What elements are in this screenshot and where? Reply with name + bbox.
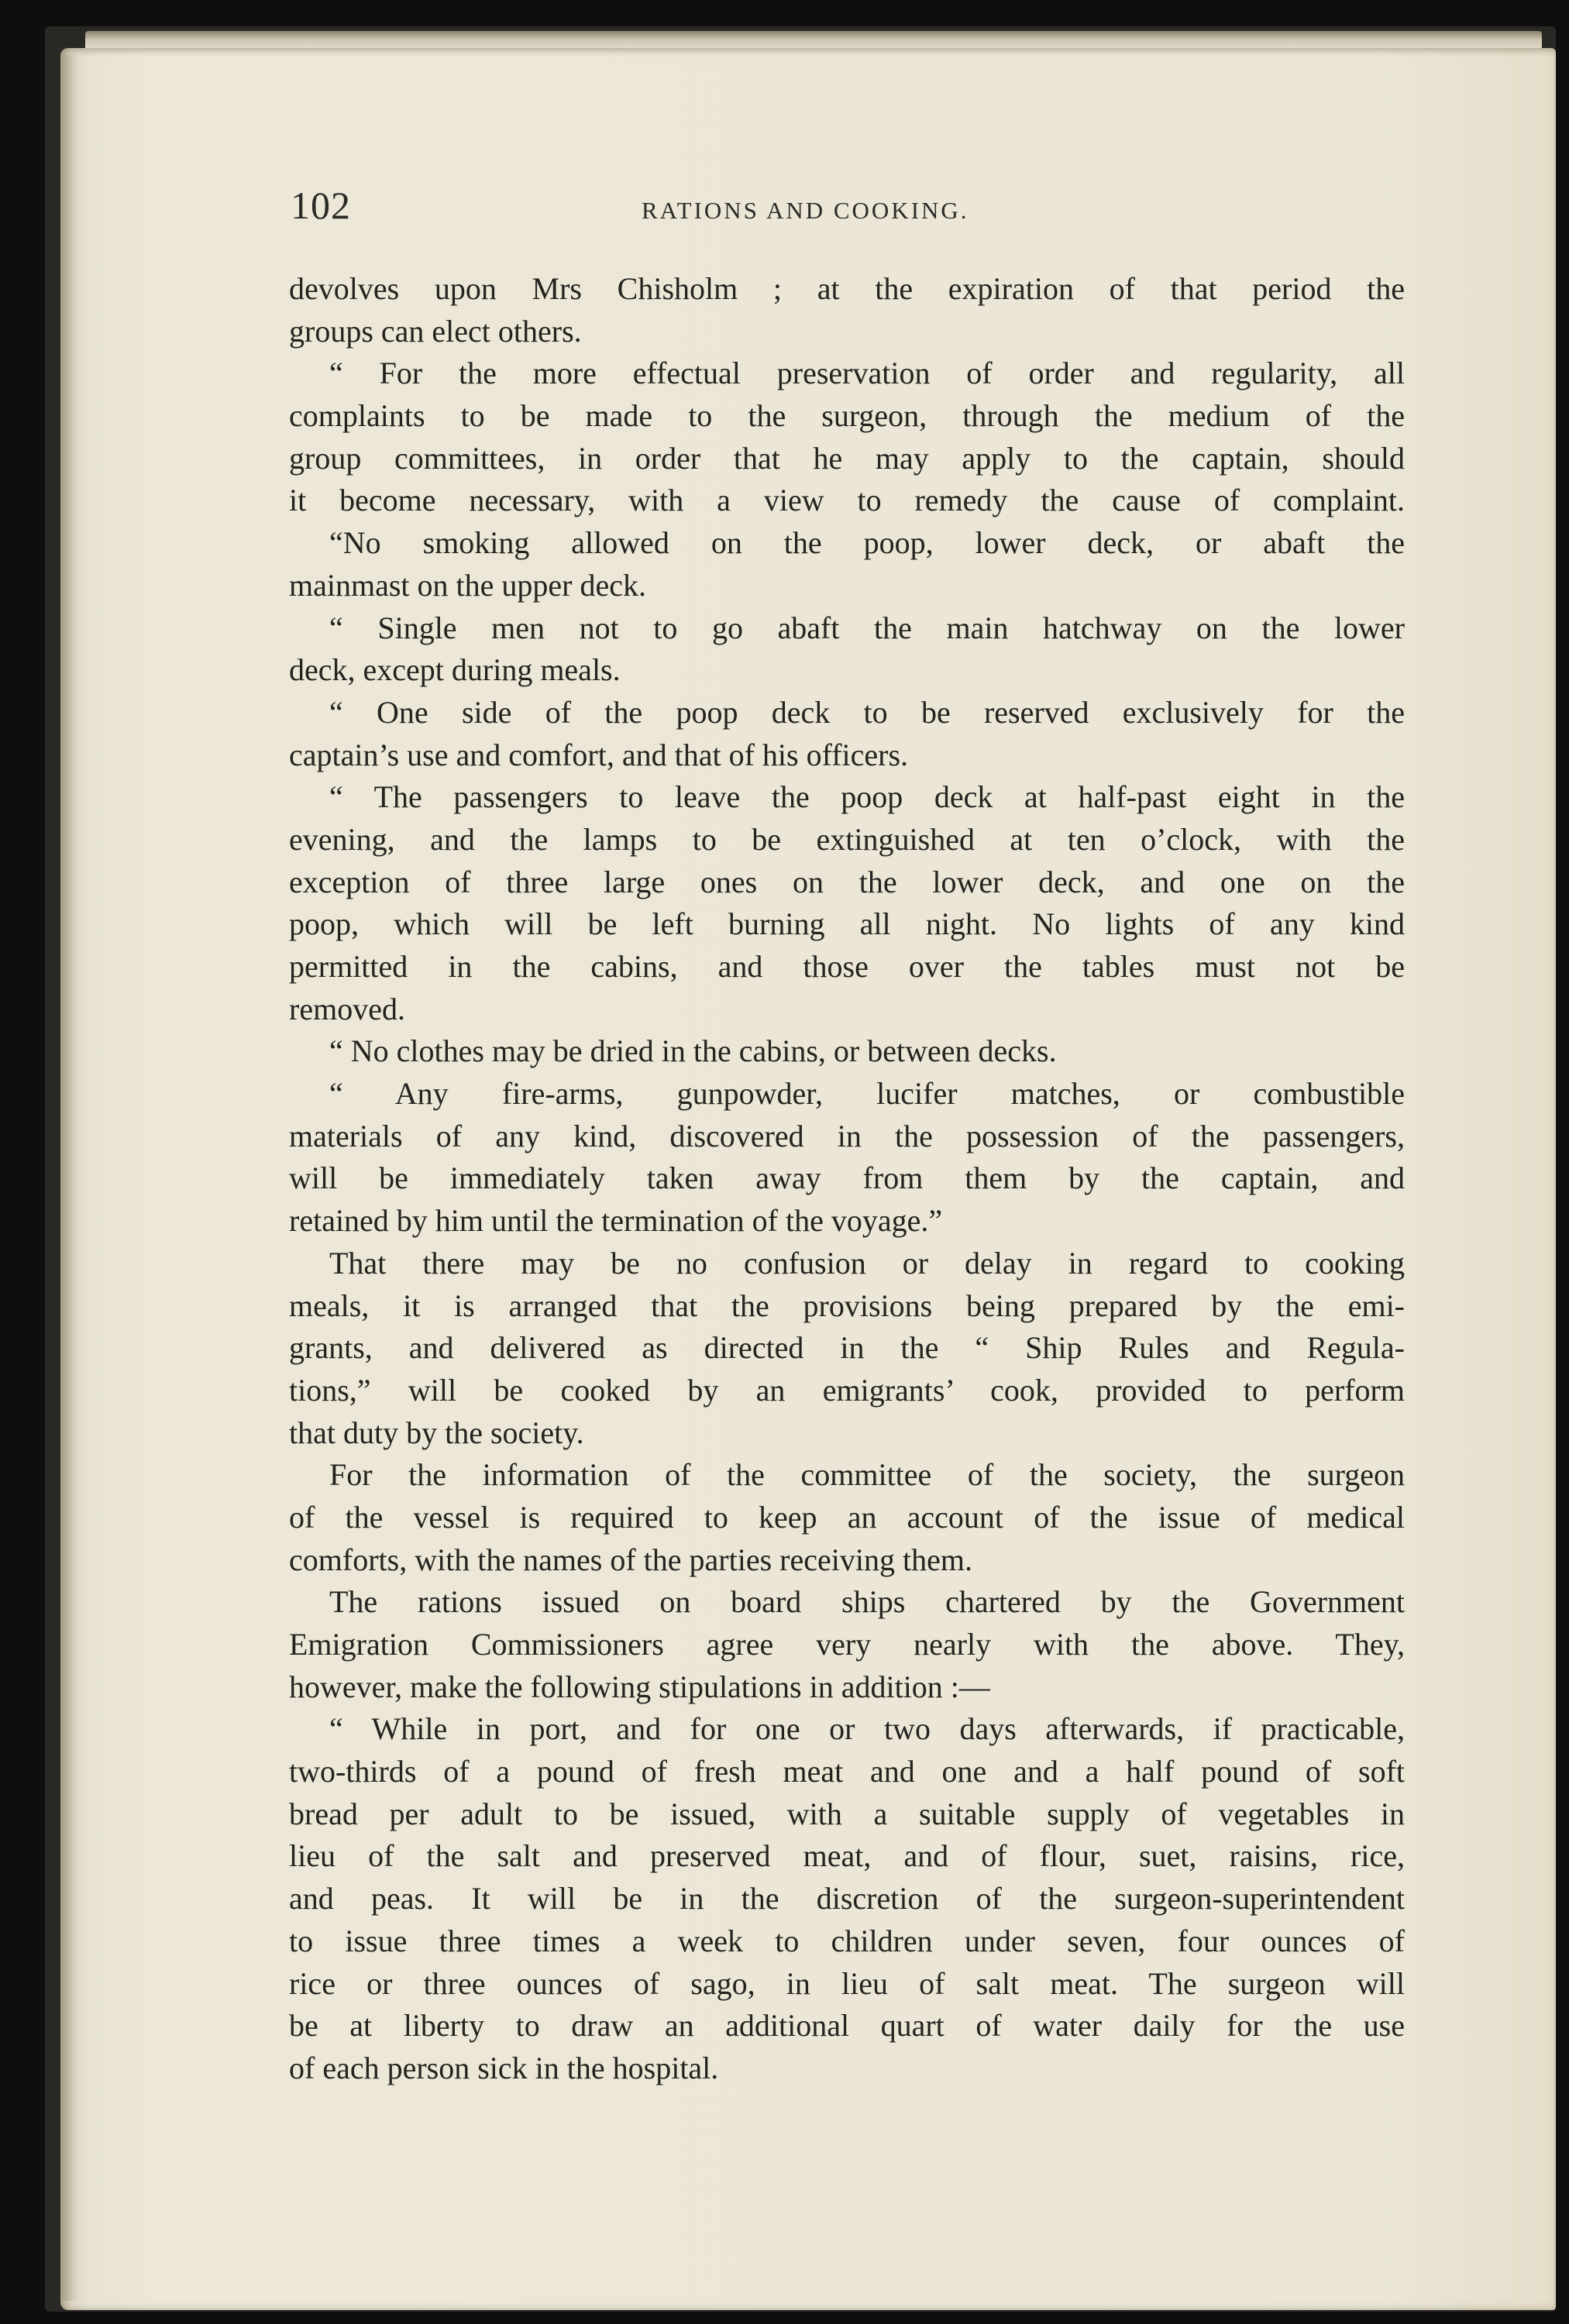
text-line: grants, and delivered as directed in the “ Ship Rules and Regula- xyxy=(289,1330,1405,1366)
text-line: devolves upon Mrs Chisholm ; at the expiration of that period the xyxy=(289,271,1405,306)
text-line: Emigration Commissioners agree very nearly with the above. They, xyxy=(289,1627,1405,1662)
body-text xyxy=(289,268,1405,2090)
text-line: two-thirds of a pound of fresh meat and one and a half pound of soft xyxy=(289,1754,1405,1789)
text-line: “ For the more effectual preservation of order and regularity, all xyxy=(329,356,1405,391)
text-line: “ Any fire-arms, gunpowder, lucifer matches, or combustible xyxy=(329,1076,1405,1112)
text-line: however, make the following stipulations in addition :— xyxy=(289,1669,990,1704)
text-line: lieu of the salt and preserved meat, and of flour, suet, raisins, rice, xyxy=(289,1838,1405,1874)
text-line: That there may be no confusion or delay in regard to cooking xyxy=(329,1245,1405,1281)
text-line: captain’s use and comfort, and that of his officers. xyxy=(289,737,909,772)
text-line: The rations issued on board ships chartered by the Government xyxy=(329,1584,1405,1620)
text-line: of each person sick in the hospital. xyxy=(289,2050,719,2085)
text-line: retained by him until the termination of the voyage.” xyxy=(289,1203,943,1239)
text-line: complaints to be made to the surgeon, through the medium of the xyxy=(289,398,1405,434)
text-line: to issue three times a week to children under seven, four ounces of xyxy=(289,1923,1405,1958)
text-line: evening, and the lamps to be extinguished at ten o’clock, with the xyxy=(289,821,1405,857)
text-line: it become necessary, with a view to remedy the cause of complaint. xyxy=(289,483,1405,518)
text-line: bread per adult to be issued, with a suitable supply of vegetables in xyxy=(289,1796,1405,1831)
text-line: For the information of the committee of the society, the surgeon xyxy=(329,1457,1405,1493)
text-line: “ One side of the poop deck to be reserved exclusively for the xyxy=(329,694,1405,730)
text-line: removed. xyxy=(289,991,405,1026)
text-line: deck, except during meals. xyxy=(289,652,621,688)
text-line: will be immediately taken away from them by the captain, and xyxy=(289,1160,1405,1196)
text-line: that duty by the society. xyxy=(289,1415,584,1450)
text-line: comforts, with the names of the parties receiving them. xyxy=(289,1542,972,1577)
text-line: poop, which will be left burning all night. No lights of any kind xyxy=(289,906,1405,942)
text-line: permitted in the cabins, and those over the tables must not be xyxy=(289,949,1405,984)
text-line: groups can elect others. xyxy=(289,313,582,349)
text-line: “ While in port, and for one or two days afterwards, if practicable, xyxy=(329,1711,1405,1747)
text-line: “ Single men not to go abaft the main hatchway on the lower xyxy=(329,610,1405,645)
text-line: materials of any kind, discovered in the possession of the passengers, xyxy=(289,1118,1405,1153)
text-line: “ The passengers to leave the poop deck at half-past eight in the xyxy=(329,779,1405,815)
page-number: 102 xyxy=(291,184,351,227)
text-line: “ No clothes may be dried in the cabins, or between decks. xyxy=(329,1033,1057,1069)
text-line: exception of three large ones on the lower deck, and one on the xyxy=(289,864,1405,899)
text-line: be at liberty to draw an additional quart of water daily for the use xyxy=(289,2008,1405,2044)
text-line: tions,” will be cooked by an emigrants’ cook, provided to perform xyxy=(289,1372,1405,1408)
text-line: group committees, in order that he may apply to the captain, should xyxy=(289,440,1405,476)
text-line: of the vessel is required to keep an account of the issue of medical xyxy=(289,1499,1405,1535)
text-line: meals, it is arranged that the provisions being prepared by the emi- xyxy=(289,1287,1405,1323)
text-line: “No smoking allowed on the poop, lower deck, or abaft the xyxy=(329,525,1405,561)
page-gutter xyxy=(62,54,79,2301)
text-line: mainmast on the upper deck. xyxy=(289,567,646,603)
text-line: and peas. It will be in the discretion of the surgeon-superintendent xyxy=(289,1881,1405,1917)
running-title: RATIONS AND COOKING. xyxy=(642,197,969,224)
running-head xyxy=(291,183,1406,237)
text-line: rice or three ounces of sago, in lieu of salt meat. The surgeon will xyxy=(289,1965,1405,2001)
